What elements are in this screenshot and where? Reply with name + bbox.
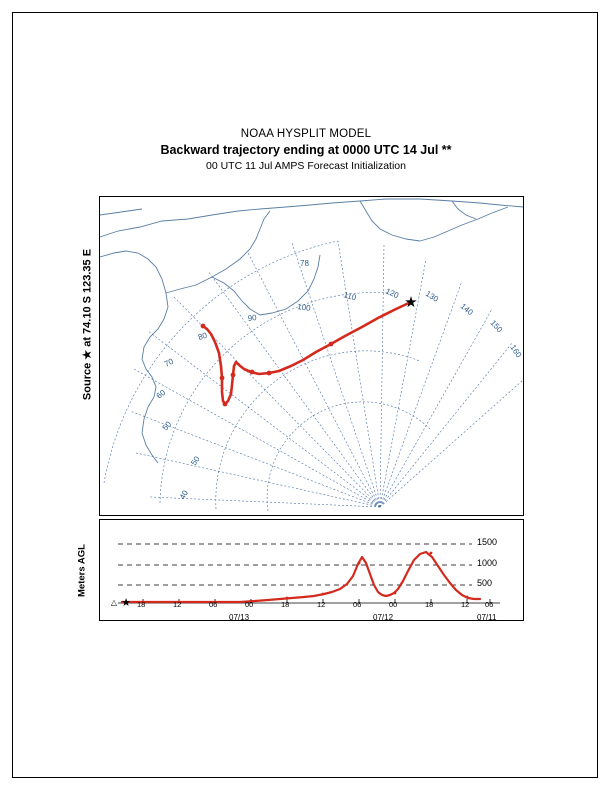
time-tick-7: 00 [389, 600, 398, 609]
svg-text:40: 40 [177, 488, 190, 501]
day-label-1: 07/12 [373, 613, 394, 622]
initialization-subtitle: 00 UTC 11 Jul AMPS Forecast Initialization [206, 160, 406, 172]
source-star-icon: ★ [404, 294, 418, 311]
day-label-0: 07/13 [229, 613, 250, 622]
latitude-arcs [104, 241, 430, 511]
profile-axis-arrow-icon: △ [110, 598, 118, 607]
meters-agl-axis-label-text: Meters AGL [76, 544, 88, 597]
time-tick-9: 12 [461, 600, 470, 609]
svg-text:70: 70 [162, 356, 175, 369]
source-axis-label-text: Source ★ at 74.10 S 123.35 E [81, 248, 94, 401]
day-label-2: 07/11 [477, 613, 497, 622]
trajectory-title: Backward trajectory ending at 0000 UTC 14 Jul ** [160, 143, 452, 157]
time-tick-8: 18 [425, 600, 434, 609]
time-tick-10: 06 [485, 600, 494, 609]
svg-text:130: 130 [423, 289, 441, 304]
svg-text:80: 80 [197, 330, 209, 342]
map-svg [100, 197, 523, 515]
profile-hour-markers [142, 552, 469, 604]
svg-text:60: 60 [154, 388, 168, 401]
svg-text:50: 50 [160, 419, 174, 433]
svg-text:50: 50 [189, 454, 202, 468]
time-tick-0: 18 [137, 600, 146, 609]
chart-titles [0, 128, 612, 172]
profile-start-star-icon: ★ [121, 597, 131, 609]
svg-text:160: 160 [508, 343, 523, 360]
profile-time-axis [99, 600, 539, 630]
altitude-label-500: 500 [477, 578, 493, 588]
altitude-profile-line [122, 552, 480, 602]
time-tick-5: 12 [317, 600, 326, 609]
altitude-label-1000: 1000 [477, 558, 498, 568]
svg-text:140: 140 [458, 301, 475, 318]
model-title: NOAA HYSPLIT MODEL [240, 128, 372, 140]
svg-text:78: 78 [300, 259, 309, 268]
svg-text:120: 120 [384, 286, 401, 301]
time-tick-2: 06 [209, 600, 218, 609]
altitude-label-1500: 1500 [477, 537, 498, 547]
svg-text:100: 100 [296, 302, 312, 313]
meters-agl-axis-label [72, 520, 92, 620]
map-panel [99, 196, 524, 516]
svg-text:110: 110 [342, 290, 358, 303]
time-tick-6: 06 [353, 600, 362, 609]
svg-text:90: 90 [247, 313, 258, 323]
time-tick-3: 00 [245, 600, 254, 609]
time-tick-4: 18 [281, 600, 290, 609]
svg-text:150: 150 [488, 318, 505, 335]
meridian-lines [130, 241, 522, 507]
trajectory-path [203, 302, 411, 404]
altitude-gridlines [118, 544, 472, 585]
source-axis-label [72, 200, 92, 460]
time-tick-1: 12 [173, 600, 182, 609]
